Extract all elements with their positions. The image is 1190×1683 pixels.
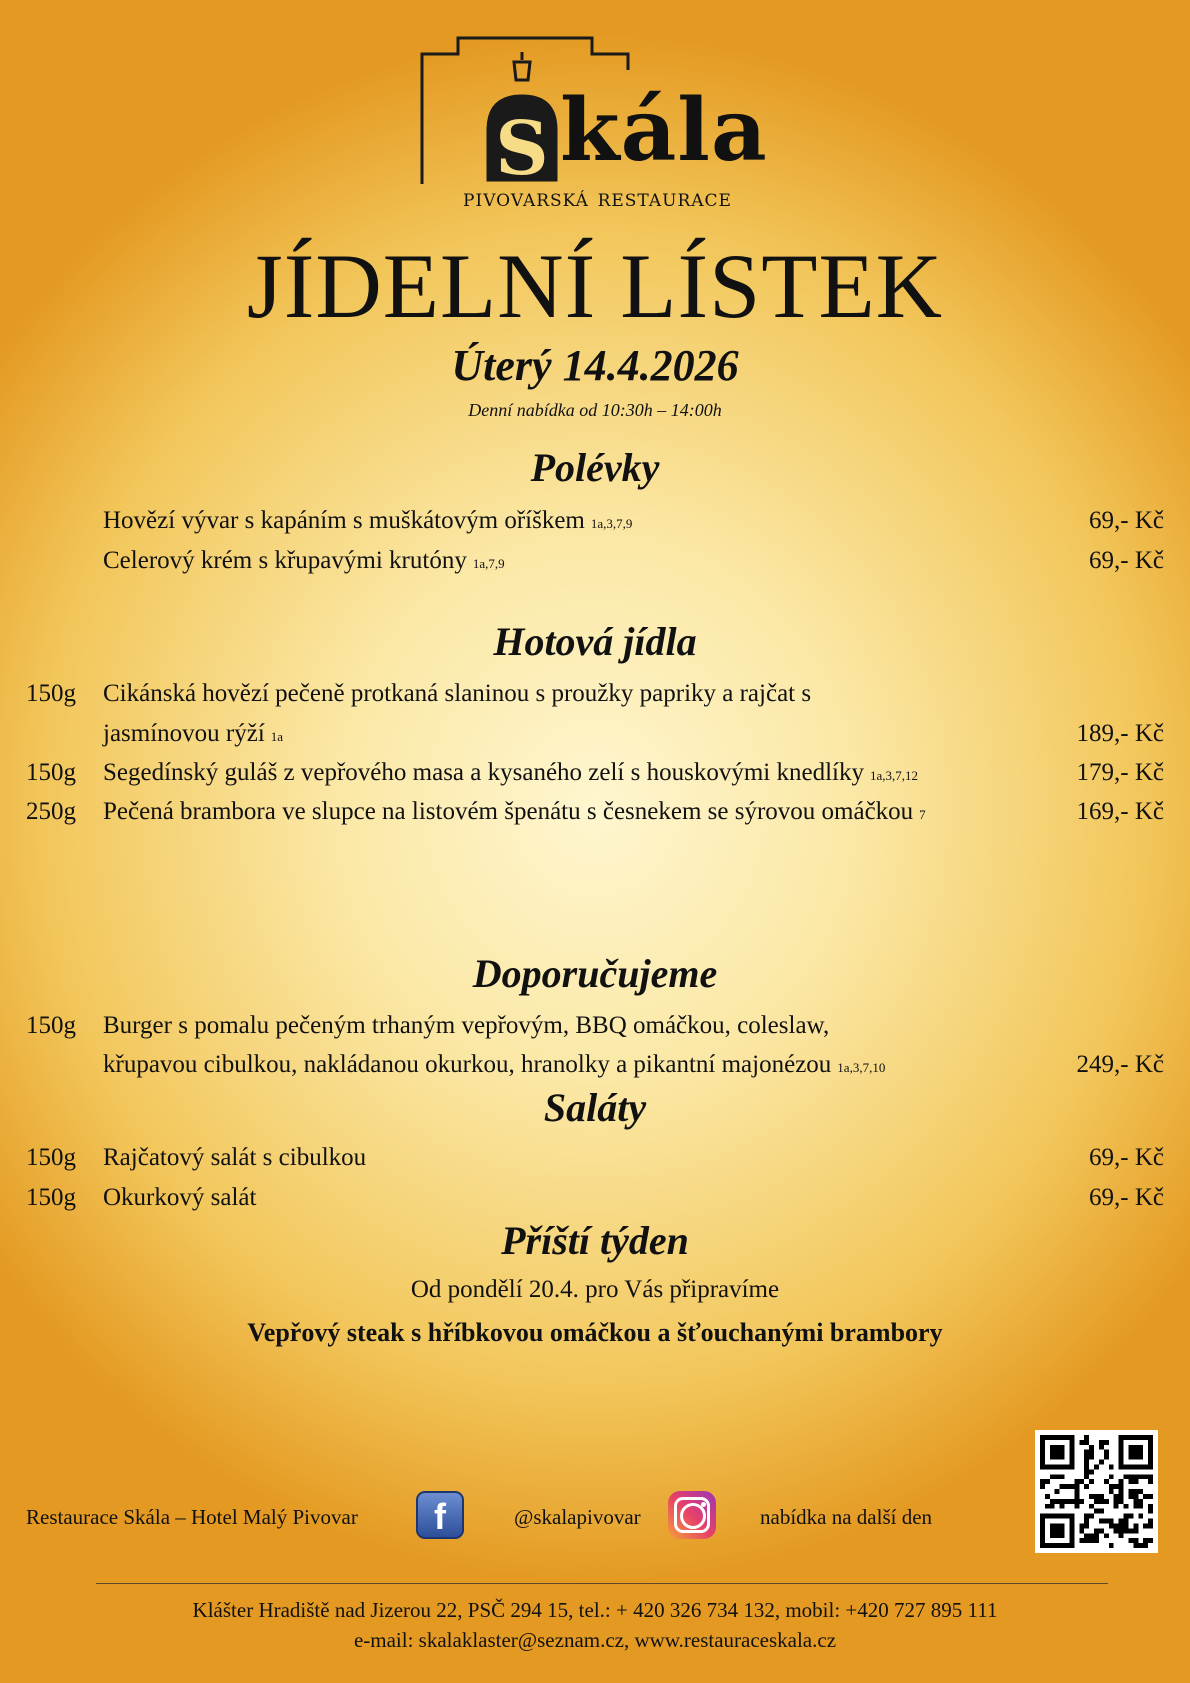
instagram-icon[interactable] xyxy=(668,1491,716,1539)
item-name-line1: Cikánská hovězí pečeně protkaná slaninou s proužky papriky a rajčat s xyxy=(103,680,812,707)
logo-wordmark: kála xyxy=(560,80,768,181)
menu-item-continued xyxy=(0,717,1190,751)
item-allergens: 7 xyxy=(919,807,926,822)
section-title-polevky: Polévky xyxy=(530,445,660,490)
menu-item xyxy=(0,504,1190,538)
facebook-icon[interactable]: f xyxy=(416,1491,464,1539)
item-weight: 150g xyxy=(26,680,76,707)
item-allergens: 1a,3,7,12 xyxy=(869,768,918,783)
restaurant-name: Restaurace Skála – Hotel Malý Pivovar xyxy=(26,1505,358,1529)
item-price: 69,- Kč xyxy=(1089,1144,1164,1171)
logo-subtitle: pivovarská restaurace xyxy=(463,184,732,212)
item-name: Segedínský guláš z vepřového masa a kysaného zelí s houskovými knedlíky xyxy=(103,759,864,786)
item-name-line2: jasmínovou rýží xyxy=(103,720,265,747)
item-name: Hovězí vývar s kapáním s muškátovým oříškem xyxy=(103,507,585,534)
item-name: Pečená brambora ve slupce na listovém špenátu s česnekem se sýrovou omáčkou xyxy=(103,798,914,825)
item-name: Celerový krém s křupavými krutóny xyxy=(103,547,467,574)
item-price: 69,- Kč xyxy=(1089,507,1164,534)
section-title-doporucujeme: Doporučujeme xyxy=(472,951,718,996)
next-week-intro: Od pondělí 20.4. pro Vás připravíme xyxy=(410,1276,780,1303)
menu-item xyxy=(0,1181,1190,1215)
menu-item xyxy=(0,544,1190,578)
item-name: Okurkový salát xyxy=(103,1184,257,1211)
item-allergens: 1a,7,9 xyxy=(472,556,505,571)
address: Klášter Hradiště nad Jizerou 22, PSČ 294 15, tel.: + 420 326 734 132, mobil: +420 727 895 111 xyxy=(192,1598,998,1622)
menu-date: Úterý 14.4.2026 xyxy=(451,341,739,390)
item-weight: 150g xyxy=(26,759,76,786)
menu-item xyxy=(0,677,1190,711)
item-price: 249,- Kč xyxy=(1076,1051,1164,1078)
next-week-dish: Vepřový steak s hříbkovou omáčkou a šťouchanými brambory xyxy=(247,1318,943,1347)
menu-item xyxy=(0,1141,1190,1175)
item-name: Rajčatový salát s cibulkou xyxy=(103,1144,367,1171)
item-price: 179,- Kč xyxy=(1076,759,1164,786)
offer-hours: Denní nabídka od 10:30h – 14:00h xyxy=(468,400,722,420)
qr-code-icon[interactable] xyxy=(1035,1430,1158,1553)
instagram-handle[interactable]: @skalapivovar xyxy=(514,1505,641,1529)
item-allergens: 1a,3,7,9 xyxy=(590,516,633,531)
item-price: 69,- Kč xyxy=(1089,547,1164,574)
item-weight: 150g xyxy=(26,1184,76,1211)
footer-divider xyxy=(96,1583,1108,1584)
item-price: 69,- Kč xyxy=(1089,1184,1164,1211)
menu-title: JÍDELNÍ LÍSTEK xyxy=(246,235,944,337)
item-name-line1: Burger s pomalu pečeným trhaným vepřovým, BBQ omáčkou, coleslaw, xyxy=(103,1012,830,1039)
section-title-salaty: Saláty xyxy=(543,1085,647,1130)
contact-info: e-mail: skalaklaster@seznam.cz, www.restauraceskala.cz xyxy=(353,1628,837,1652)
qr-label: nabídka na další den xyxy=(760,1505,933,1529)
item-weight: 150g xyxy=(26,1012,76,1039)
svg-text:S: S xyxy=(495,106,549,192)
item-allergens: 1a,3,7,10 xyxy=(837,1060,886,1075)
item-weight: 250g xyxy=(26,798,76,825)
item-price: 169,- Kč xyxy=(1076,798,1164,825)
section-title-hotova-jidla: Hotová jídla xyxy=(493,619,697,664)
menu-item xyxy=(0,795,1190,829)
menu-item-continued xyxy=(0,1048,1190,1082)
item-allergens: 1a xyxy=(270,729,284,744)
menu-item xyxy=(0,1009,1190,1043)
item-weight: 150g xyxy=(26,1144,76,1171)
item-name-line2: křupavou cibulkou, nakládanou okurkou, hranolky a pikantní majonézou xyxy=(103,1051,832,1078)
menu-item xyxy=(0,756,1190,790)
section-title-pristi-tyden: Příští týden xyxy=(501,1218,689,1263)
item-price: 189,- Kč xyxy=(1076,720,1164,747)
